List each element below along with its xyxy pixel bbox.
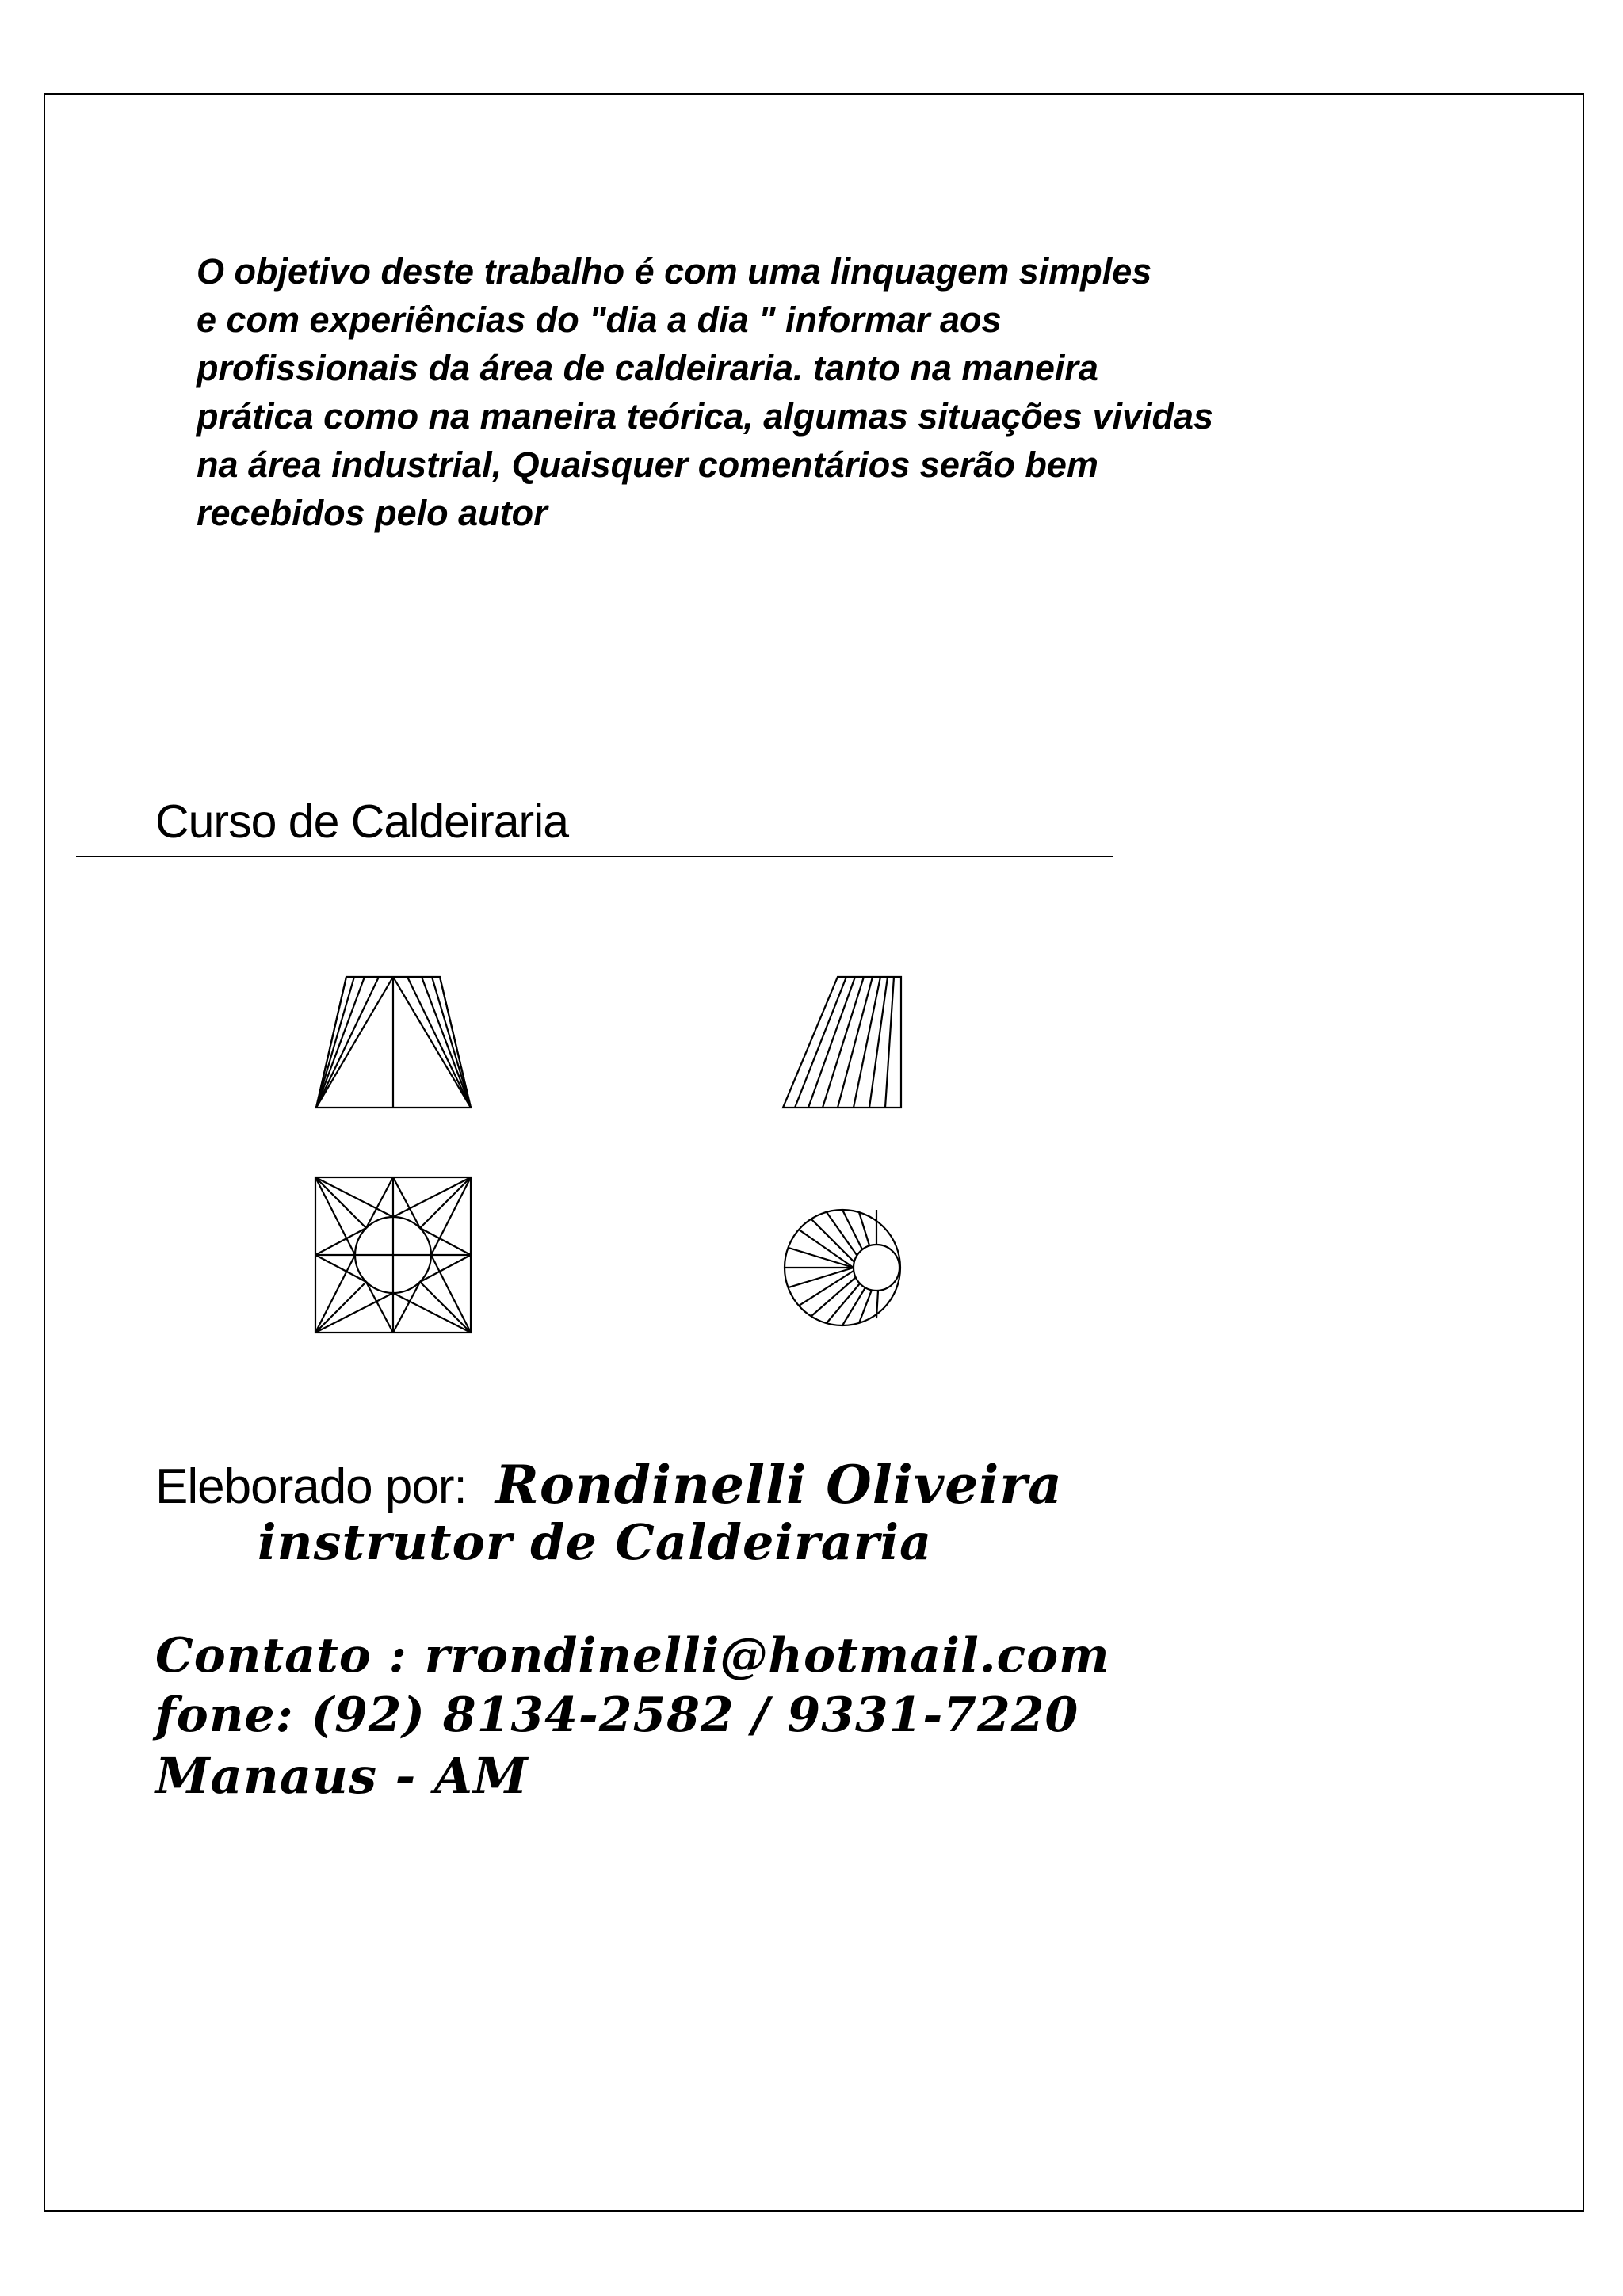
contact-email: Contato : rrondinelli@hotmail.com	[155, 1628, 1110, 1684]
intro-line-4-text: prática como na maneira teórica, algumas situações vividas	[197, 396, 1214, 437]
author-role: instrutor de Caldeiraria	[258, 1513, 933, 1571]
credit-label: Eleborado por:	[155, 1459, 467, 1514]
intro-line-5-text: na área industrial, Quaisquer comentários serão bem	[197, 444, 1098, 485]
author-credit	[155, 1454, 1063, 1516]
contact-city: Manaus - AM	[155, 1747, 529, 1805]
oblique-frustum-elevation-drawing	[783, 977, 901, 1108]
intro-line-3-text: profissionais da área de caldeiraria. tanto na maneira	[197, 348, 1098, 388]
author-name: Rondinelli Oliveira	[495, 1454, 1063, 1516]
contact-phone: fone: (92) 8134-2582 / 9331-7220	[155, 1688, 1079, 1743]
eccentric-cone-plan-drawing	[785, 1210, 900, 1325]
frustum-elevation-drawing	[316, 977, 471, 1108]
intro-line-2-text: e com experiências do "dia a dia " informar aos	[197, 299, 1002, 340]
square-to-round-plan-drawing	[315, 1177, 471, 1333]
intro-line-6-text: recebidos pelo autor	[197, 493, 548, 533]
intro-line-1-text: O objetivo deste trabalho é com uma linquagem simples	[197, 251, 1152, 292]
course-title: Curso de Caldeiraria	[155, 795, 569, 848]
